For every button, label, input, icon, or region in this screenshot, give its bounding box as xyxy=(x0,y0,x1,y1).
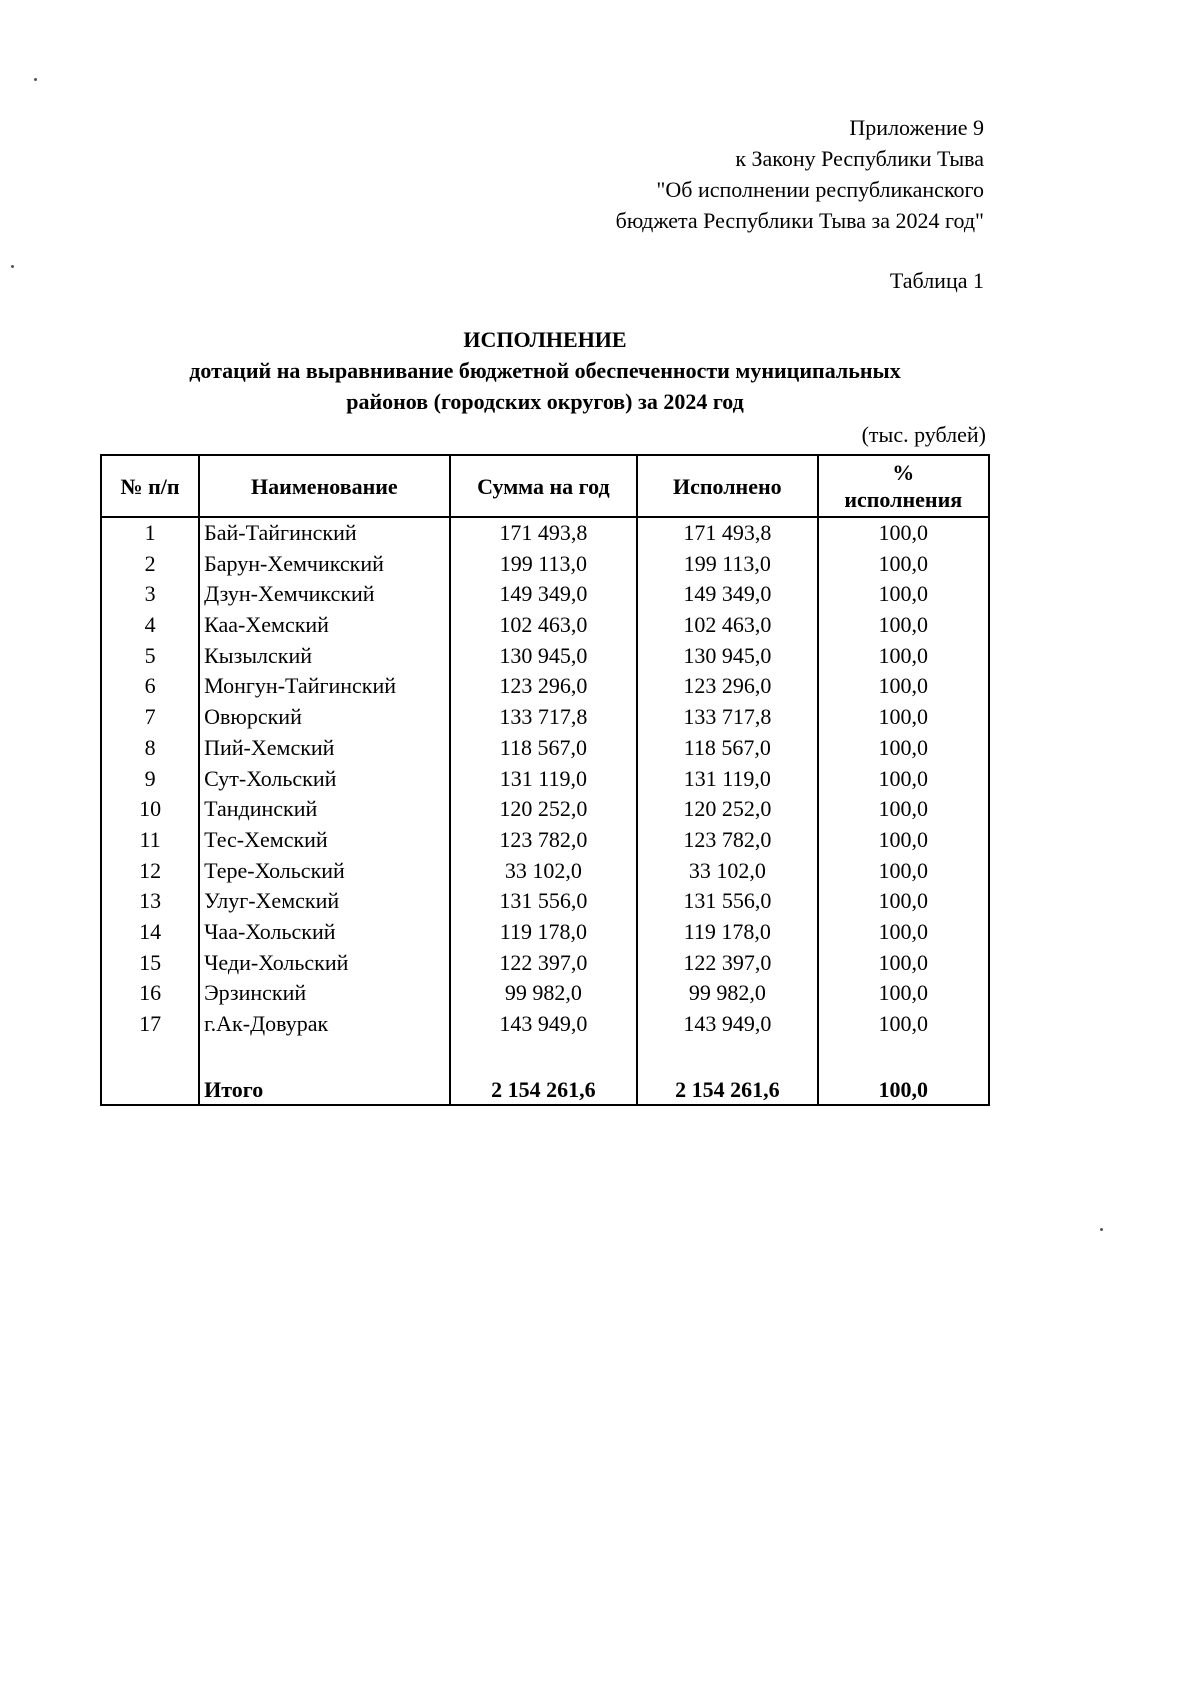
row-pct: 100,0 xyxy=(818,610,989,641)
row-num: 5 xyxy=(101,641,199,672)
row-plan: 133 717,8 xyxy=(450,702,638,733)
row-name: Тес-Хемский xyxy=(199,825,450,856)
table-row xyxy=(101,825,989,856)
row-num: 16 xyxy=(101,978,199,1009)
table-row xyxy=(101,794,989,825)
spacer-row xyxy=(101,1040,989,1070)
col-header-pct xyxy=(818,455,989,517)
table-row xyxy=(101,948,989,979)
table-row xyxy=(101,579,989,610)
row-plan: 130 945,0 xyxy=(450,641,638,672)
table-row xyxy=(101,764,989,795)
row-pct: 100,0 xyxy=(818,794,989,825)
title-heading: ИСПОЛНЕНИЕ xyxy=(463,327,627,352)
total-pct: 100,0 xyxy=(818,1070,989,1105)
row-num: 9 xyxy=(101,764,199,795)
row-name: г.Ак-Довурак xyxy=(199,1009,450,1040)
row-plan: 199 113,0 xyxy=(450,549,638,580)
row-num: 15 xyxy=(101,948,199,979)
row-name: Тандинский xyxy=(199,794,450,825)
table-row xyxy=(101,733,989,764)
row-pct: 100,0 xyxy=(818,579,989,610)
row-plan: 149 349,0 xyxy=(450,579,638,610)
row-exec: 122 397,0 xyxy=(637,948,817,979)
row-plan: 122 397,0 xyxy=(450,948,638,979)
row-name: Каа-Хемский xyxy=(199,610,450,641)
row-pct: 100,0 xyxy=(818,671,989,702)
document-title xyxy=(100,324,990,417)
row-exec: 123 782,0 xyxy=(637,825,817,856)
table-row xyxy=(101,671,989,702)
row-exec: 131 119,0 xyxy=(637,764,817,795)
col-header-pct-label: исполнения xyxy=(844,487,963,512)
row-num: 1 xyxy=(101,517,199,549)
row-name: Сут-Хольский xyxy=(199,764,450,795)
row-plan: 131 119,0 xyxy=(450,764,638,795)
row-num: 3 xyxy=(101,579,199,610)
row-name: Дзун-Хемчикский xyxy=(199,579,450,610)
row-plan: 118 567,0 xyxy=(450,733,638,764)
table-row xyxy=(101,517,989,549)
row-name: Улуг-Хемский xyxy=(199,886,450,917)
appendix-number: Приложение 9 xyxy=(849,115,984,140)
row-exec: 33 102,0 xyxy=(637,856,817,887)
row-exec: 119 178,0 xyxy=(637,917,817,948)
row-pct: 100,0 xyxy=(818,886,989,917)
row-name: Бай-Тайгинский xyxy=(199,517,450,549)
row-num: 7 xyxy=(101,702,199,733)
row-plan: 120 252,0 xyxy=(450,794,638,825)
row-plan: 123 296,0 xyxy=(450,671,638,702)
table-label: Таблица 1 xyxy=(889,268,984,293)
row-plan: 119 178,0 xyxy=(450,917,638,948)
row-exec: 123 296,0 xyxy=(637,671,817,702)
row-plan: 143 949,0 xyxy=(450,1009,638,1040)
total-label: Итого xyxy=(199,1070,450,1105)
total-plan: 2 154 261,6 xyxy=(450,1070,638,1105)
row-num: 2 xyxy=(101,549,199,580)
row-name: Тере-Хольский xyxy=(199,856,450,887)
row-name: Эрзинский xyxy=(199,978,450,1009)
total-exec: 2 154 261,6 xyxy=(637,1070,817,1105)
appendix-header xyxy=(616,112,984,236)
row-name: Чаа-Хольский xyxy=(199,917,450,948)
scan-speck xyxy=(11,265,14,268)
table-header-row xyxy=(101,455,989,517)
row-exec: 149 349,0 xyxy=(637,579,817,610)
row-num: 11 xyxy=(101,825,199,856)
total-row xyxy=(101,1070,989,1105)
units-label: (тыс. рублей) xyxy=(861,422,986,447)
row-plan: 99 982,0 xyxy=(450,978,638,1009)
row-num: 14 xyxy=(101,917,199,948)
total-num xyxy=(101,1070,199,1105)
row-num: 10 xyxy=(101,794,199,825)
row-exec: 131 556,0 xyxy=(637,886,817,917)
table-row xyxy=(101,610,989,641)
row-name: Чеди-Хольский xyxy=(199,948,450,979)
table-row xyxy=(101,702,989,733)
scan-speck xyxy=(1100,1228,1103,1231)
row-plan: 33 102,0 xyxy=(450,856,638,887)
row-pct: 100,0 xyxy=(818,549,989,580)
row-exec: 199 113,0 xyxy=(637,549,817,580)
row-num: 17 xyxy=(101,1009,199,1040)
row-name: Монгун-Тайгинский xyxy=(199,671,450,702)
row-exec: 171 493,8 xyxy=(637,517,817,549)
title-subtitle-line1: дотаций на выравнивание бюджетной обеспеченности муниципальных xyxy=(189,358,901,383)
row-num: 6 xyxy=(101,671,199,702)
table-row xyxy=(101,549,989,580)
row-name: Пий-Хемский xyxy=(199,733,450,764)
row-exec: 120 252,0 xyxy=(637,794,817,825)
table-row xyxy=(101,856,989,887)
row-name: Кызылский xyxy=(199,641,450,672)
row-plan: 123 782,0 xyxy=(450,825,638,856)
appendix-law-title-line1: "Об исполнении республиканского xyxy=(656,177,984,202)
row-num: 8 xyxy=(101,733,199,764)
scan-speck xyxy=(34,78,37,81)
row-pct: 100,0 xyxy=(818,978,989,1009)
row-pct: 100,0 xyxy=(818,825,989,856)
table-row xyxy=(101,917,989,948)
table-row xyxy=(101,978,989,1009)
row-plan: 102 463,0 xyxy=(450,610,638,641)
col-header-pct-symbol: % xyxy=(892,460,915,485)
col-header-num: № п/п xyxy=(101,455,199,517)
row-pct: 100,0 xyxy=(818,702,989,733)
title-subtitle-line2: районов (городских округов) за 2024 год xyxy=(346,389,744,414)
row-plan: 171 493,8 xyxy=(450,517,638,549)
row-pct: 100,0 xyxy=(818,733,989,764)
row-name: Барун-Хемчикский xyxy=(199,549,450,580)
row-num: 4 xyxy=(101,610,199,641)
row-pct: 100,0 xyxy=(818,764,989,795)
row-exec: 143 949,0 xyxy=(637,1009,817,1040)
table-row xyxy=(101,1009,989,1040)
row-exec: 102 463,0 xyxy=(637,610,817,641)
table-body xyxy=(101,517,989,1105)
row-num: 13 xyxy=(101,886,199,917)
execution-table xyxy=(100,454,990,1106)
col-header-exec: Исполнено xyxy=(637,455,817,517)
row-pct: 100,0 xyxy=(818,917,989,948)
row-name: Овюрский xyxy=(199,702,450,733)
table-row xyxy=(101,886,989,917)
col-header-plan: Сумма на год xyxy=(450,455,638,517)
table-row xyxy=(101,641,989,672)
col-header-name: Наименование xyxy=(199,455,450,517)
row-plan: 131 556,0 xyxy=(450,886,638,917)
row-exec: 130 945,0 xyxy=(637,641,817,672)
row-pct: 100,0 xyxy=(818,517,989,549)
appendix-law-title-line2: бюджета Республики Тыва за 2024 год" xyxy=(615,208,984,233)
row-pct: 100,0 xyxy=(818,641,989,672)
row-exec: 99 982,0 xyxy=(637,978,817,1009)
row-pct: 100,0 xyxy=(818,1009,989,1040)
row-num: 12 xyxy=(101,856,199,887)
appendix-law-ref: к Закону Республики Тыва xyxy=(735,146,984,171)
row-pct: 100,0 xyxy=(818,856,989,887)
row-exec: 133 717,8 xyxy=(637,702,817,733)
row-exec: 118 567,0 xyxy=(637,733,817,764)
row-pct: 100,0 xyxy=(818,948,989,979)
